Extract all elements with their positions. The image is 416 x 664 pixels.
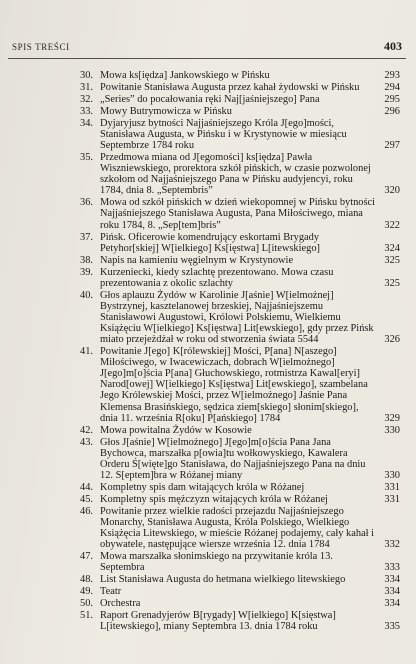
toc-entry-title: Kurzeniecki, kiedy szlachtę prezentowano. Mowa czasu prezentowania z okolic szlachty [100, 266, 334, 289]
toc-entry-number: 34. [80, 117, 93, 129]
toc-entry-title: Raport Grenadyjerów B[rygady] W[ielkiego] K[sięstwa] L[itewskiego], miany Septembra 13. dnia 1784 roku [100, 610, 336, 633]
toc-entry-page: 296 [384, 105, 400, 117]
toc-entry [80, 425, 406, 436]
toc-entry [80, 506, 406, 550]
toc-entry-page: 294 [384, 81, 400, 93]
toc-entry-number: 37. [80, 231, 93, 243]
toc-entry-page: 332 [384, 539, 400, 551]
toc-entry [80, 232, 406, 254]
toc-entry-page: 324 [384, 242, 400, 254]
toc-entry-page: 322 [384, 219, 400, 231]
toc-entry-page: 326 [384, 334, 400, 346]
toc-entry-page: 320 [384, 185, 400, 197]
toc-entry-page: 335 [384, 621, 400, 633]
toc-entry-title: Mowa powitalna Żydów w Kosowie [100, 424, 252, 436]
toc-entry [80, 574, 406, 585]
toc-entry [80, 82, 406, 93]
toc-entry-page: 334 [384, 574, 400, 586]
toc-entry-title: Przedmowa miana od J[egomości] ks[iędza] Pawła Wiszniewskiego, prorektora szkół pińskich, w czasie pozwolonej szkołom od Najjaśniejszego Pana w Pińsku audyjencyi, roku 1784, dnia 8. „Septembris” [100, 152, 371, 197]
toc-entry [80, 94, 406, 105]
toc-entry-title: Powitanie przez wielkie radości przejazdu Najjaśniejszego Monarchy, Stanisława Augusta, Króla Polskiego, Wielkiego Książęcia Litewskiego, w mieście Różanej podajemy, cały kahał i obywatele, następujące wiersze września 12. dnia 1784 [100, 505, 374, 551]
toc-entry-number: 32. [80, 93, 93, 105]
toc-entry-page: 293 [384, 70, 400, 81]
toc-entry-page: 295 [384, 93, 400, 105]
toc-entry-page: 334 [384, 586, 400, 598]
toc-entry [80, 290, 406, 345]
toc-entry-number: 50. [80, 598, 93, 610]
toc-entry-page: 329 [384, 412, 400, 424]
toc-entry-page: 325 [384, 277, 400, 289]
toc-entry-number: 45. [80, 493, 93, 505]
toc-entry-number: 47. [80, 551, 93, 563]
toc-entry-page: 333 [384, 562, 400, 574]
toc-entry [80, 437, 406, 481]
toc-entry-number: 36. [80, 197, 93, 209]
toc-entry-title: Pińsk. Oficerowie komendrujący eskortami Brygady Petyhor[skiej] W[ielkiego] Ks[ięstwa] L[itewskiego] [100, 231, 320, 254]
toc-entry-page: 330 [384, 469, 400, 481]
toc-entry-page: 325 [384, 254, 400, 266]
toc-entry-number: 30. [80, 70, 93, 81]
toc-entry-number: 31. [80, 81, 93, 93]
toc-entry-number: 51. [80, 610, 93, 622]
toc-entry-number: 43. [80, 436, 93, 448]
toc-entry-number: 33. [80, 105, 93, 117]
toc-entry-number: 38. [80, 254, 93, 266]
toc-entry [80, 106, 406, 117]
toc-entry-title: Głos J[aśnie] W[ielmożnego] J[ego]m[o]ścia Pana Jana Bychowca, marszałka p[owia]tu wołkowyskiego, Kawalera Orderu Ś[więte]go Stanisława, do Najjaśniejszego Pana na dniu 12. S[eptem]bra w Różanej miany [100, 436, 366, 481]
page-number: 403 [384, 39, 402, 53]
toc-entry-title: Dyjaryjusz bytności Najjaśniejszego Króla J[ego]mości, Stanisława Augusta, w Pińsku i w Krystynowie w miesiącu Septembrze 1784 roku [100, 117, 347, 152]
toc-entry [80, 197, 406, 230]
toc-entry-title: Teatr [100, 586, 122, 598]
toc-entry-title: Kompletny spis dam witających króla w Różanej [100, 481, 305, 493]
toc-entry-number: 40. [80, 289, 93, 301]
toc-entry [80, 586, 406, 597]
toc-entry [80, 267, 406, 289]
toc-entry-title: Mowa marszałka słonimskiego na przywitanie króla 13. Septembra [100, 551, 333, 574]
toc-entry-number: 44. [80, 481, 93, 493]
toc-entry-number: 49. [80, 586, 93, 598]
toc-entry-page: 297 [384, 140, 400, 152]
toc-entry-title: Głos aplauzu Żydów w Karolinie J[aśnie] W[ielmożnej] Bystrzynej, kasztelanowej brzeskiej, Najjaśniejszemu Stanisławowi Augustowi, Królowi Polskiemu, Wielkiemu Książęciu W[ielkiego] Ks[ięstwa] Lit[ewskiego], gdy przez Pińsk miato przejeżdżał w roku od stworzenia świata 5544 [100, 289, 374, 346]
running-header [0, 40, 416, 58]
toc-entry-title: Mowa od szkół pińskich w dzień wiekopomnej w Pińsku bytności Najjaśniejszego Stanisława Augusta, Pana Miłościwego, miana roku 1784, 8. „Sep[tem]bris” [100, 197, 376, 231]
toc-entry-page: 331 [384, 493, 400, 505]
table-of-contents [80, 70, 406, 633]
toc-entry [80, 610, 406, 632]
toc-entry-title: Mowa ks[iędza] Jankowskiego w Pińsku [100, 70, 270, 81]
toc-entry-title: Powitanie Stanisława Augusta przez kahał żydowski w Pińsku [100, 81, 360, 93]
section-title: SPIS TREŚCI [12, 42, 70, 52]
toc-entry-number: 39. [80, 266, 93, 278]
toc-entry-title: Kompletny spis mężczyzn witających króla w Różanej [100, 493, 328, 505]
toc-entry-page: 330 [384, 424, 400, 436]
header-rule [8, 58, 406, 59]
toc-entry [80, 152, 406, 196]
toc-entry-page: 334 [384, 598, 400, 610]
toc-entry-number: 41. [80, 346, 93, 358]
toc-entry-number: 48. [80, 574, 93, 586]
toc-entry-number: 42. [80, 424, 93, 436]
toc-entry [80, 551, 406, 573]
toc-entry [80, 255, 406, 266]
toc-entry [80, 482, 406, 493]
toc-entry [80, 598, 406, 609]
toc-entry-title: Orchestra [100, 598, 141, 610]
toc-entry [80, 118, 406, 151]
toc-entry-title: Mowy Butrymowicza w Pińsku [100, 105, 232, 117]
toc-entry-title: List Stanisława Augusta do hetmana wielkiego litewskiego [100, 574, 346, 586]
toc-entry-number: 35. [80, 152, 93, 164]
toc-entry-page: 331 [384, 481, 400, 493]
toc-entry-number: 46. [80, 505, 93, 517]
toc-entry-title: Napis na kamieniu węgielnym w Krystynowie [100, 254, 294, 266]
toc-entry [80, 70, 406, 81]
toc-entry-title: „Series” do pocałowania ręki Naj[jaśniejszego] Pana [100, 93, 320, 105]
toc-entry-title: Powitanie J[ego] K[rólewskiej] Mości, P[ana] N[aszego] Miłościwego, w Iwacewiczach, dobrach W[ielmożnego] J[ego]m[o]ścia P[ana] Głuchowskiego, rotmistrza Kawal[eryi] Narod[owej] W[ielkiego] Ks[ięstwa] Lit[ewskiego], szambelana Jego Królewskiej Mości, przez W[ielmożnego] Jaśnie Pana Klemensa Brasińskiego, sędzica ziem[skiego] słonim[skiego], dnia 11. września R[oku] P[ańskiego] 1784 [100, 346, 368, 424]
toc-entry [80, 494, 406, 505]
toc-entry [80, 346, 406, 424]
